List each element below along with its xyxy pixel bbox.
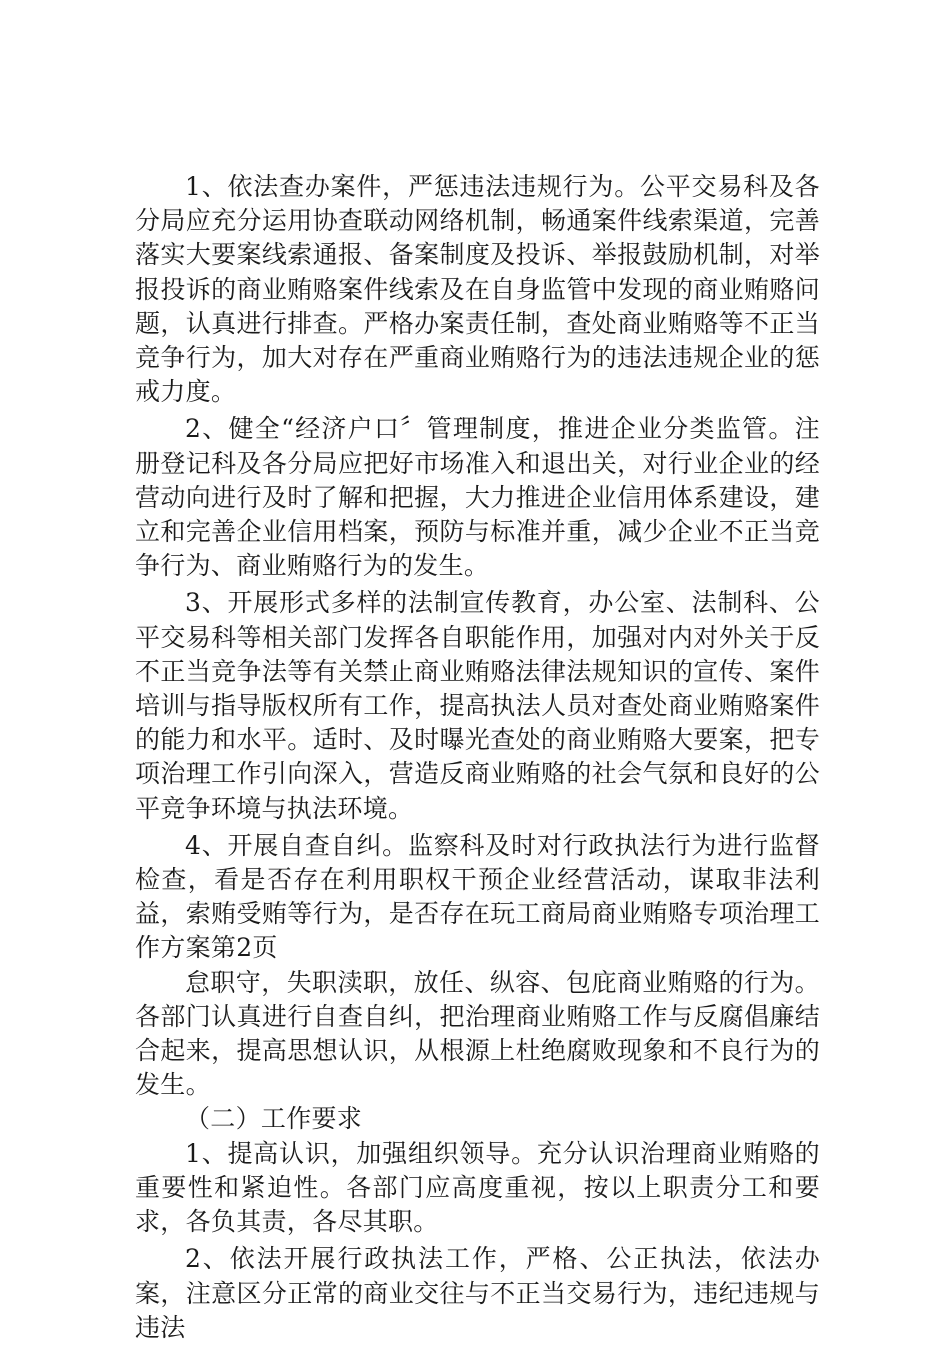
paragraph-raise-awareness: 1、提高认识，加强组织领导。充分认识治理商业贿赂的重要性和紧迫性。各部门应高度重视，按以上职责分工和要求，各负其责，各尽其职。 (135, 1138, 820, 1237)
document-body (135, 170, 820, 1345)
section-heading-work-requirements: （二）工作要求 (185, 1104, 363, 1134)
paragraph-law-enforcement: 2、依法开展行政执法工作，严格、公正执法，依法办案，注意区分正常的商业交往与不正当交易行为，违纪违规与违法 (135, 1244, 820, 1342)
paragraph-legal-education: 3、开展形式多样的法制宣传教育，办公室、法制科、公平交易科等相关部门发挥各自职能作用，加强对内对外关于反不正当竞争法等有关禁止商业贿赂法律法规知识的宣传、案件培训与指导版权所有工作，提高执法人员对查处商业贿赂案件的能力和水平。适时、及时曝光查处的商业贿赂大要案，把专项治理工作引向深入，营造反商业贿赂的社会气氛和良好的公平竞争环境与执法环境。 (135, 588, 820, 823)
paragraph-economic-registry: 2、健全“经济户口〞管理制度，推进企业分类监管。注册登记科及各分局应把好市场准入和退出关，对行业企业的经营动向进行及时了解和把握，大力推进企业信用体系建设，建立和完善企业信用档案，预防与标准并重，减少企业不正当竞争行为、商业贿赂行为的发生。 (135, 414, 820, 581)
paragraph-self-inspection: 4、开展自查自纠。监察科及时对行政执法行为进行监督检查，看是否存在利用职权干预企业经营活动，谋取非法利益，索贿受贿等行为，是否存在玩工商局商业贿赂专项治理工作方案第2页 (135, 830, 820, 963)
paragraph-continuation: 怠职守，失职渎职，放任、纵容、包庇商业贿赂的行为。各部门认真进行自查自纠，把治理商业贿赂工作与反腐倡廉结合起来，提高思想认识，从根源上杜绝腐败现象和不良行为的发生。 (135, 967, 820, 1100)
paragraph-investigate-cases: 1、依法查办案件，严惩违法违规行为。公平交易科及各分局应充分运用协查联动网络机制，畅通案件线索渠道，完善落实大要案线索通报、备案制度及投诉、举报鼓励机制，对举报投诉的商业贿赂案件线索及在自身监管中发现的商业贿赂问题，认真进行排查。严格办案责任制，查处商业贿赂等不正当竞争行为，加大对存在严重商业贿赂行为的违法违规企业的惩戒力度。 (135, 172, 820, 407)
